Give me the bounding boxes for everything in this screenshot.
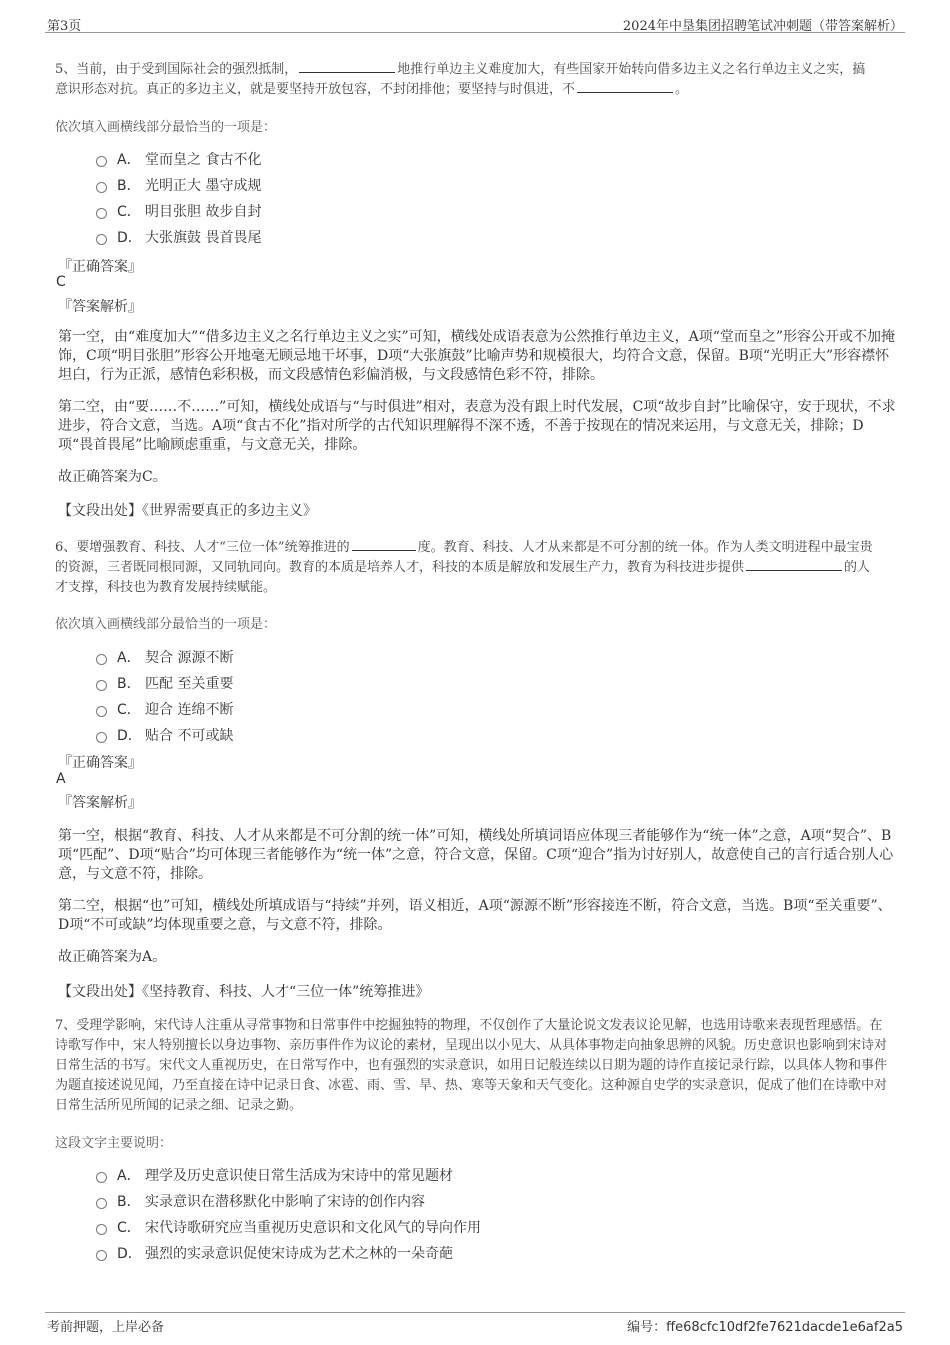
q5-analysis-p3: 故正确答案为C。: [58, 469, 167, 485]
page-footer: [45, 1312, 905, 1335]
q6-stem-part: 的人: [844, 560, 871, 575]
q5-option-c[interactable]: [96, 198, 261, 224]
q5-option-b[interactable]: [96, 172, 261, 198]
q5-source: 【文段出处】《世界需要真正的多边主义》: [58, 503, 317, 519]
option-text: 契合 源源不断: [145, 650, 234, 666]
option-letter: A．: [117, 650, 141, 666]
option-text: 大张旗鼓 畏首畏尾: [145, 230, 262, 246]
q6-option-c[interactable]: [96, 696, 233, 722]
q5-options: [96, 146, 261, 250]
option-text: 宋代诗歌研究应当重视历史意识和文化风气的导向作用: [145, 1220, 481, 1236]
page-header: [45, 12, 905, 33]
q7-option-a[interactable]: [96, 1162, 481, 1188]
option-letter: B．: [117, 178, 141, 194]
q7-instruction: 这段文字主要说明：: [55, 1136, 173, 1151]
q5-analysis-p2: 第二空，由“要……不……”可知，横线处成语与“与时俱进”相对，表意为没有跟上时代发展，C项“故步自封”比喻保守，安于现状，不求进步，符合文意，当选。A项“食古不化”指对所学的古代知识理解得不深不透，不善于按现在的情况来运用，与文意无关，排除；D项“畏首畏尾”比喻顾虑重重，与文意无关，排除。: [58, 399, 896, 453]
q5-option-d[interactable]: [96, 224, 261, 250]
footer-slogan: 考前押题，上岸必备: [47, 1320, 165, 1335]
q7-option-b[interactable]: [96, 1188, 481, 1214]
radio-icon[interactable]: [96, 732, 107, 743]
radio-icon[interactable]: [96, 680, 107, 691]
option-letter: C．: [117, 1220, 141, 1236]
option-letter: C．: [117, 702, 141, 718]
q5-analysis-p1: 第一空，由“难度加大”“借多边主义之名行单边主义之实”可知，横线处成语表意为公然推行单边主义，A项“堂而皇之”形容公开或不加掩饰，C项“明目张胆”形容公开地毫无顾忌地干坏事，D项“大张旗鼓”比喻声势和规模很大，均符合文意，保留。B项“光明正大”形容襟怀坦白，行为正派，感情色彩积极，而文段感情色彩偏消极，与文段感情色彩不符，排除。: [58, 329, 896, 383]
option-letter: D．: [117, 230, 142, 246]
q5-answer: C: [56, 274, 66, 290]
q6-stem-part: 的资源，三者既同根同源，又同轨同向。教育的本质是培养人才，科技的本质是解放和发展生产力，教育为科技进步提供: [55, 560, 745, 575]
radio-icon[interactable]: [96, 1250, 107, 1261]
q5-stem-part: 地推行单边主义难度加大，有些国家开始转向借多边主义之名行单边主义之实，搞: [397, 62, 866, 77]
document-title: 2024年中垦集团招聘笔试冲刺题（带答案解析）: [622, 19, 903, 34]
page-number: 第3页: [47, 19, 82, 34]
q6-blank-2: [746, 558, 842, 571]
q5-stem-part: 。: [675, 82, 689, 97]
option-letter: D．: [117, 1246, 142, 1262]
option-text: 强烈的实录意识促使宋诗成为艺术之林的一朵奇葩: [145, 1246, 453, 1262]
option-letter: B．: [117, 676, 141, 692]
option-text: 实录意识在潜移默化中影响了宋诗的创作内容: [145, 1194, 425, 1210]
radio-icon[interactable]: [96, 156, 107, 167]
q6-blank-1: [352, 538, 416, 551]
q7-options: [96, 1162, 481, 1266]
option-text: 贴合 不可或缺: [145, 728, 234, 744]
option-letter: A．: [117, 152, 141, 168]
q7-option-d[interactable]: [96, 1240, 481, 1266]
q6-stem-part: 度。教育、科技、人才从来都是不可分割的统一体。作为人类文明进程中最宝贵: [417, 540, 873, 555]
document-code: 编号：ffe68cfc10df2fe7621dacde1e6af2a5: [627, 1320, 903, 1335]
radio-icon[interactable]: [96, 654, 107, 665]
option-letter: D．: [117, 728, 142, 744]
q5-instruction: 依次填入画横线部分最恰当的一项是：: [55, 120, 277, 135]
q6-analysis-p3: 故正确答案为A。: [58, 949, 167, 965]
q5-analysis-label: 『答案解析』: [58, 299, 142, 315]
option-text: 迎合 连绵不断: [145, 702, 234, 718]
question-7-stem: 7、受理学影响，宋代诗人注重从寻常事物和日常事件中挖掘独特的物理，不仅创作了大量论说文发表议论见解，也选用诗歌来表现哲理感悟。在诗歌写作中，宋人特别擅长以身边事物、亲历事件作为议论的素材，呈现出以小见大、从具体事物走向抽象思辨的风貌。历史意识也影响到宋诗对日常生活的书写。宋代文人重视历史，在日常写作中，也有强烈的实录意识，如用日记般连续以日期为题的诗作直接记录行踪，以具体人物和事件为题直接述说见闻，乃至直接在诗中记录日食、冰雹、雨、雪、旱、热、寒等天象和天气变化。这种源自史学的实录意识，促成了他们在诗歌中对日常生活所见所闻的记录之细、记录之勤。: [55, 1018, 888, 1113]
option-text: 理学及历史意识使日常生活成为宋诗中的常见题材: [145, 1168, 453, 1184]
q6-analysis-label: 『答案解析』: [58, 795, 142, 811]
option-text: 明目张胆 故步自封: [145, 204, 262, 220]
q5-option-a[interactable]: [96, 146, 261, 172]
radio-icon[interactable]: [96, 706, 107, 717]
radio-icon[interactable]: [96, 234, 107, 245]
option-letter: C．: [117, 204, 141, 220]
q5-stem-part: 5、当前，由于受到国际社会的强烈抵制，: [55, 62, 298, 77]
option-text: 堂而皇之 食古不化: [145, 152, 262, 168]
q6-analysis-p2: 第二空，根据“也”可知，横线处所填成语与“持续”并列，语义相近，A项“源源不断”形容接连不断，符合文意，当选。B项“至关重要”、D项“不可或缺”均体现重要之意，与文意不符，排除。: [58, 898, 892, 933]
radio-icon[interactable]: [96, 208, 107, 219]
q6-instruction: 依次填入画横线部分最恰当的一项是：: [55, 617, 277, 632]
q7-option-c[interactable]: [96, 1214, 481, 1240]
option-text: 光明正大 墨守成规: [145, 178, 262, 194]
question-6-stem: [55, 538, 895, 598]
q5-stem-part: 意识形态对抗。真正的多边主义，就是要坚持开放包容，不封闭排他；要坚持与时俱进，不: [55, 82, 576, 97]
radio-icon[interactable]: [96, 1224, 107, 1235]
q5-blank-2: [577, 80, 673, 93]
option-letter: B．: [117, 1194, 141, 1210]
q6-options: [96, 644, 233, 748]
q6-option-a[interactable]: [96, 644, 233, 670]
q6-answer: A: [56, 771, 66, 787]
radio-icon[interactable]: [96, 1172, 107, 1183]
q6-source: 【文段出处】《坚持教育、科技、人才“三位一体”统筹推进》: [58, 984, 430, 1000]
q5-answer-label: 『正确答案』: [58, 259, 142, 275]
q6-analysis-p1: 第一空，根据“教育、科技、人才从来都是不可分割的统一体”可知，横线处所填词语应体现三者能够作为“统一体”之意，A项“契合”、B项“匹配”、D项“贴合”均可体现三者能够作为“统一体”之意，符合文意，保留。C项“迎合”指为讨好别人，故意使自己的言行适合别人心意，与文意不符，排除。: [58, 828, 894, 882]
q5-blank-1: [299, 60, 395, 73]
q6-stem-part: 6、要增强教育、科技、人才“三位一体”统筹推进的: [55, 540, 350, 555]
q6-option-b[interactable]: [96, 670, 233, 696]
question-5-stem: [55, 60, 895, 100]
option-letter: A．: [117, 1168, 141, 1184]
q6-option-d[interactable]: [96, 722, 233, 748]
q6-answer-label: 『正确答案』: [58, 755, 142, 771]
q6-stem-part: 才支撑，科技也为教育发展持续赋能。: [55, 580, 277, 595]
option-text: 匹配 至关重要: [145, 676, 234, 692]
radio-icon[interactable]: [96, 182, 107, 193]
radio-icon[interactable]: [96, 1198, 107, 1209]
